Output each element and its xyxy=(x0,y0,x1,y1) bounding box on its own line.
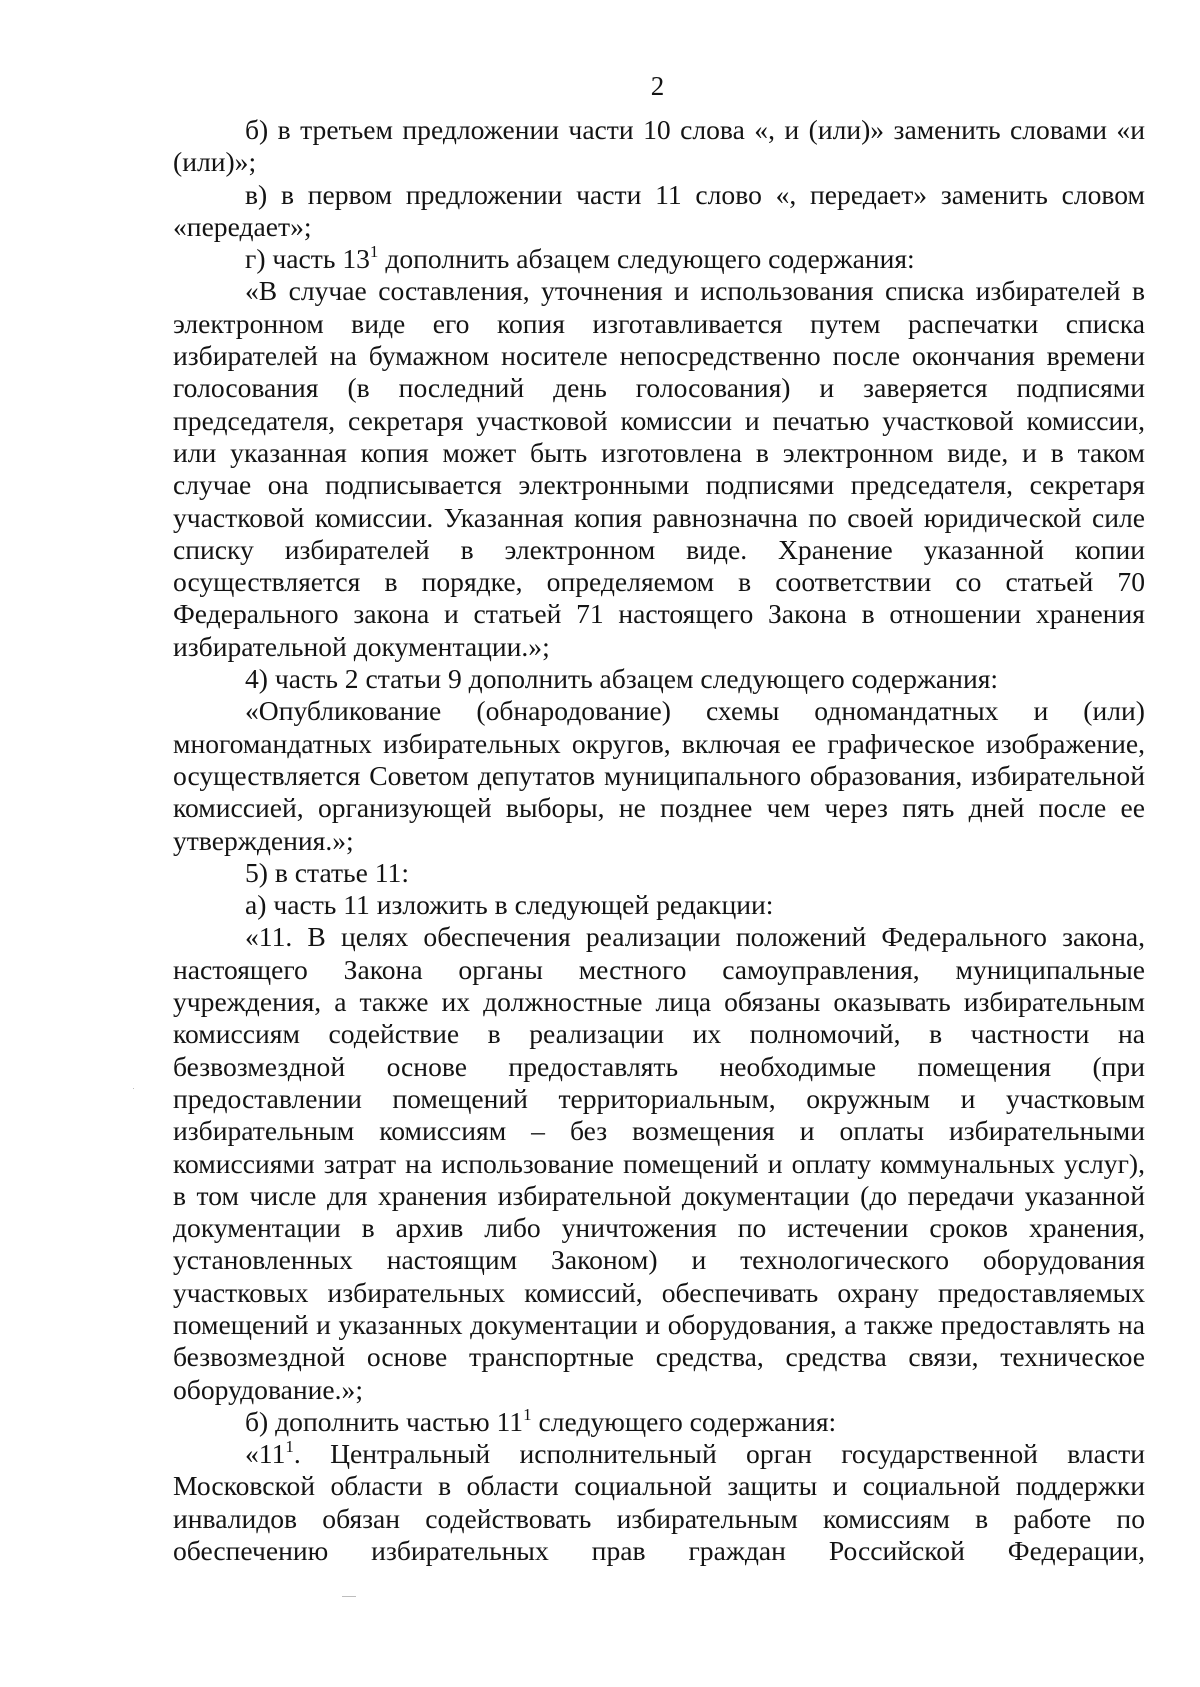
superscript-index: 1 xyxy=(285,1437,294,1457)
superscript-index: 1 xyxy=(523,1404,532,1424)
scan-dot xyxy=(133,1088,134,1089)
paragraph-district-scheme: «Опубликование (обнародование) схемы одномандатных и (или) многомандатных избирательных округов, включая ее графическое изображение, осуществляется Советом депутатов муниципального образования, избирательной комиссией, организующей выборы, не позднее чем через пять дней после ее утверждения.»; xyxy=(173,695,1145,856)
paragraph-part-11-1-text xyxy=(173,1438,1145,1567)
paragraph-text: . Центральный исполнительный орган государственной власти Московской области в области социальной защиты и социальной поддержки инвалидов обязан содействовать избирательным комиссиям в работе по обеспечению избирательных прав граждан Российской Федерации, xyxy=(173,1438,1145,1567)
paragraph-5b-part-11-1 xyxy=(173,1406,1145,1438)
paragraph-text: б) дополнить частью 11 xyxy=(245,1405,524,1437)
paragraph-4-article-9: 4) часть 2 статьи 9 дополнить абзацем следующего содержания: xyxy=(245,663,999,695)
paragraph-5-article-11: 5) в статье 11: xyxy=(245,856,410,888)
superscript-index: 1 xyxy=(369,242,379,262)
scan-dash xyxy=(342,1596,356,1597)
paragraph-3g-part-13-1 xyxy=(173,243,1145,275)
paragraph-5a-part-11: а) часть 11 изложить в следующей редакции: xyxy=(245,889,774,921)
document-body xyxy=(173,114,1145,1567)
paragraph-text: г) часть 13 xyxy=(245,243,370,275)
paragraph-text: следующего содержания: xyxy=(531,1405,837,1437)
paragraph-part-11-text: «11. В целях обеспечения реализации положений Федерального закона, настоящего Закона органы местного самоуправления, муниципальные учреждения, а также их должностные лица обязаны оказывать избирательным комиссиям содействие в реализации их полномочий, в частности на безвозмездной основе предоставлять необходимые помещения (при предоставлении помещений территориальным, окружным и участковым избирательным комиссиям – без возмещения и оплаты избирательными комиссиями затрат на использование помещений и оплату коммунальных услуг), в том числе для хранения избирательной документации (до передачи указанной документации в архив либо уничтожения по истечении сроков хранения, установленных настоящим Законом) и технологического оборудования участковых избирательных комиссий, обеспечивать охрану предоставляемых помещений и указанных документации и оборудования, а также предоставлять на безвозмездной основе транспортные средства, средства связи, техническое оборудование.»; xyxy=(173,921,1145,1405)
paragraph-3v-part-11: в) в первом предложении части 11 слово «, передает» заменить словом «передает»; xyxy=(173,178,1145,242)
paragraph-3b-part-10: б) в третьем предложении части 10 слова «, и (или)» заменить словами «и (или)»; xyxy=(173,114,1145,178)
paragraph-text: «11 xyxy=(245,1438,286,1470)
paragraph-text: дополнить абзацем следующего содержания: xyxy=(378,243,915,275)
page-number: 2 xyxy=(650,71,665,101)
paragraph-voter-list-copy: «В случае составления, уточнения и использования списка избирателей в электронном виде его копия изготавливается путем распечатки списка избирателей на бумажном носителе непосредственно после окончания времени голосования (в последний день голосования) и заверяется подписями председателя, секретаря участковой комиссии и печатью участковой комиссии, или указанная копия может быть изготовлена в электронном виде, и в таком случае она подписывается электронными подписями председателя, секретаря участковой комиссии. Указанная копия равнозначна по своей юридической силе списку избирателей в электронном виде. Хранение указанной копии осуществляется в порядке, определяемом в соответствии со статьей 70 Федерального закона и статьей 71 настоящего Закона в отношении хранения избирательной документации.»; xyxy=(173,275,1145,662)
